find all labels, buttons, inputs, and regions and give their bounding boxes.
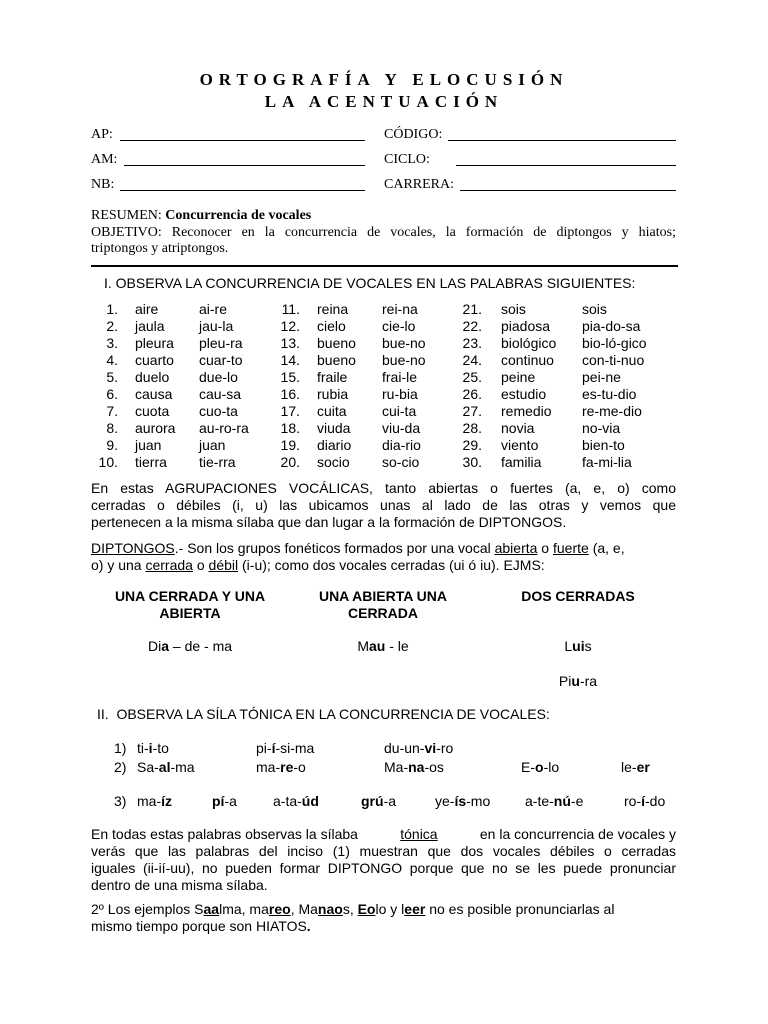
word-syllables: au-ro-ra [199,420,249,436]
word-syllables: no-via [582,420,621,436]
p3-text: 2º Los ejemplos S [91,901,204,917]
diptongos-text-c: o) y una [91,557,146,573]
example-piura [500,673,656,689]
word: cuota [135,403,170,419]
word-syllables: juan [199,437,226,453]
objetivo-line2: triptongos y atriptongos. [91,241,229,256]
ciclo-label: CICLO: [384,152,430,167]
word-number: 2. [106,318,118,334]
word: viuda [317,420,351,436]
syllable: le- [621,759,637,775]
word-syllables: es-tu-dio [582,386,637,402]
word: continuo [501,352,554,368]
word-syllables: frai-le [382,369,418,385]
codigo-field[interactable] [448,140,676,141]
word-number: 10. [98,454,118,470]
diptongos-text-o: o [537,540,553,556]
cerrada-term: cerrada [145,557,193,573]
resumen [91,208,679,224]
word-number: 24. [462,352,482,368]
col1-header: UNA CERRADA Y UNA ABIERTA [114,588,266,621]
syllable: -os [424,759,444,775]
word: sois [501,301,526,317]
ap-label: AP: [91,127,113,142]
syllable: -ro [436,740,454,756]
word-number: 4. [106,352,118,368]
tonic-syllable: vi [424,740,437,756]
divider [91,265,678,267]
word: fraile [317,369,348,385]
word-number: 8. [106,420,118,436]
para1-line1: En estas AGRUPACIONES VOCÁLICAS, tanto abiertas o fuertes (a, e, o) como [91,480,676,496]
para2-text: en la concurrencia de vocales y [476,826,676,842]
word: jaula [135,318,165,334]
word-syllables: pleu-ra [199,335,243,351]
syllable: ma- [137,793,162,809]
word: remedio [501,403,552,419]
para3-line2 [91,918,311,935]
codigo-label: CÓDIGO: [384,127,443,142]
word: cuarto [135,352,174,368]
tonica-term: tónica [400,826,438,842]
syllable: -to [152,740,169,756]
syllable: ro- [624,793,642,809]
word-syllables: bue-no [382,352,426,368]
p3-text: lo y l [375,901,405,917]
word-number: 27. [462,403,482,419]
abierta-term: abierta [494,540,538,556]
word: peine [501,369,536,385]
word-number: 21. [462,301,482,317]
syllable: a-te- [525,793,554,809]
tonic-word [525,793,583,809]
ex-part: s [584,638,592,654]
word: juan [135,437,162,453]
debil-term: débil [208,557,239,573]
syllable: -a [383,793,397,809]
word-number: 26. [462,386,482,402]
tonic-syllable: í [271,740,276,756]
word-number: 5. [106,369,118,385]
tonic-word [621,759,650,775]
word-number: 20. [280,454,300,470]
word-syllables: pia-do-sa [582,318,641,334]
nb-label: NB: [91,177,115,192]
tonic-syllable: í [641,793,646,809]
word: viento [501,437,539,453]
word: cuita [317,403,347,419]
tonic-word [137,740,169,756]
word-number: 9. [106,437,118,453]
syllable: du-un- [384,740,425,756]
ex-part: – de - ma [169,638,233,654]
tonic-syllable: grú [361,793,384,809]
word-syllables: cie-lo [382,318,416,334]
para2-text: En todas estas palabras observas la sílaba [91,826,362,842]
page-subtitle: LA ACENTUACIÓN [264,92,504,111]
word: biológico [501,335,557,351]
tonic-syllable: pí [212,793,225,809]
syllable: -a [224,793,237,809]
objetivo-line1: OBJETIVO: Reconocer en la concurrencia de vocales, la formación de diptongos y hiatos; [91,225,676,240]
ex-bold: ui [572,638,585,654]
word-number: 13. [280,335,300,351]
item-number: 1) [114,740,127,756]
word-syllables: jau-la [199,318,234,334]
word-syllables: ru-bia [382,386,418,402]
syllable: ti- [137,740,149,756]
para2-line4: dentro de una misma sílaba. [91,877,268,893]
word-number: 25. [462,369,482,385]
tonic-word [256,740,314,756]
word: cielo [317,318,346,334]
syllable: -lo [543,759,560,775]
tonic-word [137,759,195,775]
word-number: 6. [106,386,118,402]
para2-line2: verás que las palabras del inciso (1) muestran que dos vocales débiles o cerradas [91,843,676,859]
syllable: -o [293,759,306,775]
tonic-syllable: ís [454,793,467,809]
ex-bold: au [368,638,386,654]
ex-part: M [357,638,369,654]
word-syllables: due-lo [199,369,238,385]
resumen-value: Concurrencia de vocales [165,208,312,223]
word: familia [501,454,542,470]
diptongos-line1 [91,540,676,557]
syllable: E- [521,759,535,775]
tonic-word [137,793,172,809]
p3-text: no es posible pronunciarlas al [425,901,615,917]
word-syllables: cau-sa [199,386,242,402]
tonic-word [384,740,453,756]
word-number: 16. [280,386,300,402]
tonic-syllable: er [636,759,650,775]
tonic-word [361,793,396,809]
tonic-syllable: íz [161,793,173,809]
word-syllables: cuar-to [199,352,243,368]
diptongos-line2 [91,557,545,574]
word-number: 23. [462,335,482,351]
word: piadosa [501,318,551,334]
tonic-syllable: al [158,759,171,775]
syllable: ma- [256,759,281,775]
word-number: 17. [280,403,300,419]
am-field[interactable] [124,165,365,166]
word: pleura [135,335,174,351]
word-number: 30. [462,454,482,470]
syllable: ye- [435,793,455,809]
p3-bold: reo [268,901,291,917]
p3-text: s, [342,901,358,917]
word-syllables: sois [582,301,607,317]
word: tierra [135,454,167,470]
word-syllables: bien-to [582,437,625,453]
syllable: -mo [466,793,491,809]
diptongos-text-e: (i-u); como dos vocales cerradas (ui ó iu). EJMS: [238,557,545,573]
item-number: 2) [114,759,127,775]
syllable: -si-ma [275,740,315,756]
para1-line2: cerradas o débiles (i, u) las ubicamos unas al lado de las otras y vemos que [91,497,676,513]
fuerte-term: fuerte [553,540,589,556]
word-syllables: pei-ne [582,369,621,385]
word-syllables: so-cio [382,454,420,470]
para2-line3: iguales (ii-ií-uu), no pueden formar DIPTONGO porque que no se les puede pronunciar [91,860,676,876]
tonic-syllable: úd [301,793,319,809]
word-syllables: fa-mi-lia [582,454,632,470]
nb-field[interactable] [120,190,365,191]
am-label: AM: [91,152,118,167]
p3-bold: . [306,918,311,934]
word-syllables: bue-no [382,335,426,351]
p3-text: mismo tiempo porque son HIATOS [91,918,307,934]
tonic-word [212,793,237,809]
tonic-syllable: o [535,759,544,775]
word: bueno [317,352,356,368]
tonic-syllable: re [280,759,294,775]
para3-line1 [91,901,676,918]
tonic-word [256,759,306,775]
diptongos-text-d: o [192,557,209,573]
word-number: 19. [280,437,300,453]
syllable: Ma- [384,759,409,775]
tonic-syllable: na [408,759,425,775]
col3-header: DOS CERRADAS [521,588,635,604]
ap-field[interactable] [120,140,365,141]
word-number: 29. [462,437,482,453]
para2-line1 [91,826,676,843]
syllable: -ma [170,759,195,775]
word: aurora [135,420,176,436]
word-syllables: cuo-ta [199,403,238,419]
syllable: -do [645,793,666,809]
p3-bold: aa [203,901,220,917]
p3-bold: eer [404,901,426,917]
word-number: 22. [462,318,482,334]
word: rubia [317,386,349,402]
item-number: 3) [114,793,127,809]
word-syllables: ai-re [199,301,228,317]
word-syllables: re-me-dio [582,403,642,419]
word: bueno [317,335,356,351]
word: estudio [501,386,547,402]
word-number: 7. [106,403,118,419]
word-number: 14. [280,352,300,368]
word-number: 12. [280,318,300,334]
p3-bold: Eo [357,901,376,917]
word: duelo [135,369,170,385]
word-number: 11. [281,301,300,317]
word-number: 1. [106,301,118,317]
ex-part: Di [147,638,162,654]
example-dia [100,638,280,654]
word: diario [317,437,352,453]
col2-header: UNA ABIERTA UNA CERRADA [318,588,448,621]
carrera-field[interactable] [460,190,676,191]
word-number: 28. [462,420,482,436]
tonic-syllable: nú [553,793,571,809]
word-number: 15. [280,369,300,385]
ciclo-field[interactable] [456,165,676,166]
word-number: 3. [106,335,118,351]
syllable: Sa- [137,759,159,775]
word-syllables: viu-da [382,420,421,436]
ex-bold: a [161,638,169,654]
tonic-word [273,793,319,809]
carrera-label: CARRERA: [384,177,455,192]
tonic-word [384,759,444,775]
diptongos-text-b: (a, e, [588,540,625,556]
example-maule [300,638,466,654]
section2-heading: II. OBSERVA LA SÍLA TÓNICA EN LA CONCURRENCIA DE VOCALES: [97,706,550,722]
word: causa [135,386,173,402]
tonic-word [435,793,490,809]
ex-part: L [564,638,573,654]
section1-heading: I. OBSERVA LA CONCURRENCIA DE VOCALES EN LAS PALABRAS SIGUIENTES: [104,275,636,291]
word-syllables: dia-rio [382,437,421,453]
p3-bold: nao [317,901,343,917]
resumen-label: RESUMEN: [91,208,162,223]
ex-part: Pi [558,673,572,689]
tonic-syllable: i [148,740,153,756]
example-luis [500,638,656,654]
word-syllables: bio-ló-gico [582,335,647,351]
tonic-word [521,759,559,775]
word-syllables: tie-rra [199,454,236,470]
syllable: pi- [256,740,272,756]
ex-bold: u [571,673,580,689]
ex-part: - le [385,638,409,654]
word: novia [501,420,535,436]
ex-part: -ra [579,673,598,689]
para1-line3: pertenecen a la misma sílaba que dan lugar a la formación de DIPTONGOS. [91,514,567,530]
tonic-word [624,793,665,809]
word: socio [317,454,350,470]
word-syllables: cui-ta [382,403,417,419]
word-syllables: rei-na [382,301,418,317]
p3-text: lma, ma [219,901,269,917]
word-number: 18. [280,420,300,436]
word: aire [135,301,159,317]
page-title: ORTOGRAFÍA Y ELOCUSIÓN [199,70,569,89]
p3-text: , Ma [290,901,318,917]
diptongos-term: DIPTONGOS [91,540,175,556]
word-syllables: con-ti-nuo [582,352,645,368]
syllable: -e [570,793,584,809]
syllable: a-ta- [273,793,302,809]
diptongos-text-a: .- Son los grupos fonéticos formados por una vocal [174,540,495,556]
word: reina [317,301,349,317]
